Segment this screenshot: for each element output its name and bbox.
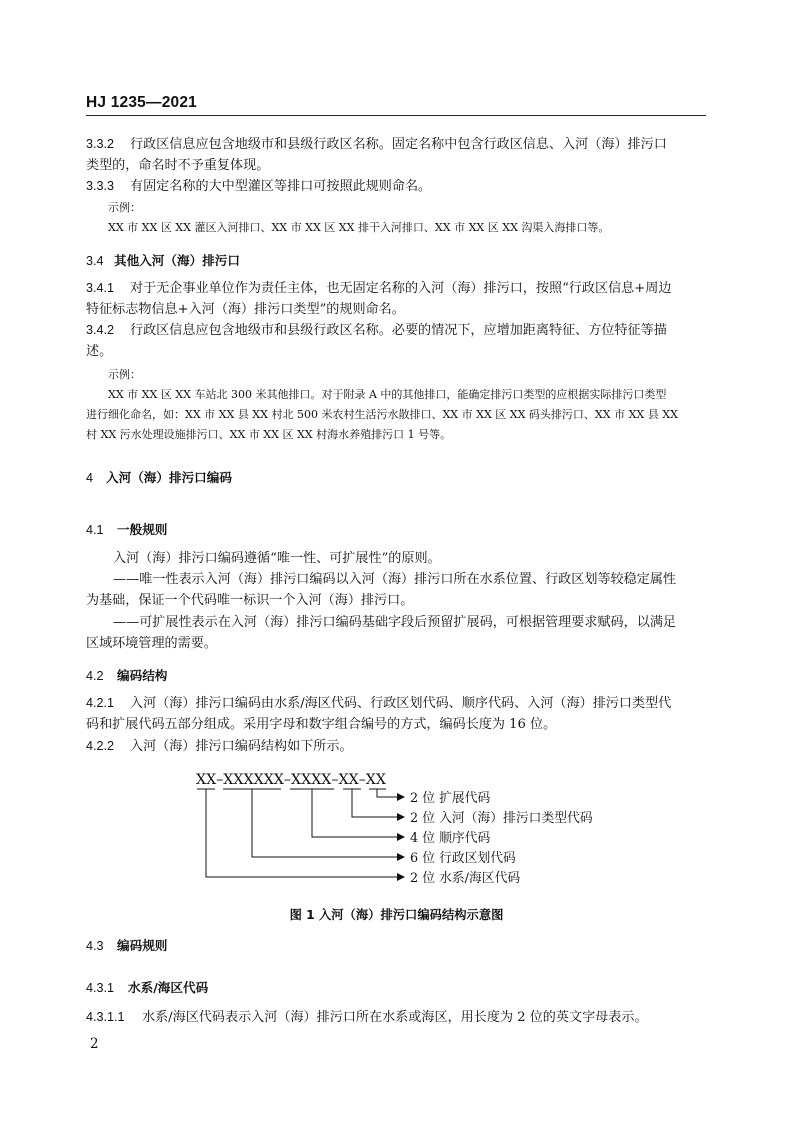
label-water-system-code: 2 位 水系/海区代码 [410, 871, 521, 886]
connector-division [252, 789, 404, 857]
section-title: 编码规则 [117, 938, 168, 953]
clause-number: 4.3.1.1 [86, 1010, 125, 1024]
clause-3-4-1-cont: 特征标志物信息+入河（海）排污口类型”的规则命名。 [86, 302, 405, 317]
connector-extension [377, 789, 404, 797]
label-type-code: 2 位 入河（海）排污口类型代码 [410, 811, 593, 826]
clause-text: 行政区信息应包含地级市和县级行政区名称。固定名称中包含行政区信息、入河（海）排污口 [130, 137, 667, 152]
section-number: 4.3.1 [86, 981, 115, 995]
clause-text: 行政区信息应包含地级市和县级行政区名称。必要的情况下，应增加距离特征、方位特征等描 [130, 323, 667, 338]
paragraph-uniqueness-cont: 为基础，保证一个代码唯一标识一个入河（海）排污口。 [86, 593, 414, 608]
clause-3-4-2-cont: 述。 [86, 344, 113, 359]
clause-text: 水系/海区代码表示入河（海）排污口所在水系或海区，用长度为 2 位的英文字母表示。 [142, 1010, 648, 1025]
clause-number: 4.2.2 [86, 739, 115, 753]
page-number: 2 [90, 1036, 99, 1052]
label-division-code: 6 位 行政区划代码 [410, 851, 516, 866]
clause-number: 3.4.2 [86, 323, 115, 337]
clause-4-2-1-cont: 码和扩展代码五部分组成。采用字母和数字组合编号的方式，编码长度为 16 位。 [86, 717, 557, 732]
clause-text: 入河（海）排污口编码由水系/海区代码、行政区划代码、顺序代码、入河（海）排污口类型代 [130, 696, 672, 711]
section-number: 3.4 [86, 254, 104, 268]
section-4-3-heading [86, 935, 167, 954]
clause-number: 3.3.3 [86, 179, 115, 193]
example-text-line3: 村 XX 污水处理设施排污口、XX 市 XX 区 XX 村海水养殖排污口 1 号等。 [86, 428, 452, 441]
clause-3-3-2-cont: 类型的，命名时不予重复体现。 [86, 158, 270, 173]
example-label: 示例： [108, 201, 141, 214]
paragraph-principle: 入河（海）排污口编码遵循“唯一性、可扩展性”的原则。 [113, 551, 441, 566]
example-text-line1: XX 市 XX 区 XX 车站北 300 米其他排口。对于附录 A 中的其他排口，能确定排污口类型的应根据实际排污口类型 [108, 388, 667, 401]
paragraph-extensibility-cont: 区域环境管理的需要。 [86, 636, 217, 651]
clause-text: 入河（海）排污口编码结构如下所示。 [130, 739, 353, 754]
standard-number: HJ 1235—2021 [86, 94, 197, 111]
clause-number: 3.4.1 [86, 281, 115, 295]
clause-number: 3.3.2 [86, 137, 115, 151]
paragraph-extensibility: ——可扩展性表示在入河（海）排污口编码基础字段后预留扩展码，可根据管理要求赋码，以满足 [113, 615, 677, 630]
label-extension-code: 2 位 扩展代码 [410, 791, 491, 806]
section-title: 一般规则 [117, 522, 168, 537]
section-4-3-1-heading [86, 977, 208, 996]
label-sequence-code: 4 位 顺序代码 [410, 831, 491, 846]
clause-4-3-1-1 [86, 1007, 648, 1028]
section-number: 4.2 [86, 669, 104, 683]
clause-text: 有固定名称的大中型灌区等排口可按照此规则命名。 [130, 179, 432, 194]
section-number: 4.3 [86, 939, 104, 953]
clause-text: 对于无企事业单位作为责任主体，也无固定名称的入河（海）排污口，按照“行政区信息+周边 [130, 281, 672, 296]
clause-number: 4.2.1 [86, 696, 115, 710]
section-number: 4 [86, 471, 94, 485]
code-pattern: XX–XXXXXX–XXXX–XX–XX [196, 772, 387, 788]
connector-type [352, 789, 404, 817]
section-title: 编码结构 [117, 668, 168, 683]
section-title: 水系/海区代码 [128, 980, 209, 995]
example-text-line2: 进行细化命名，如：XX 市 XX 县 XX 村北 500 米农村生活污水散排口、XX 市 XX 区 XX 码头排污口、XX 市 XX 县 XX [86, 408, 678, 421]
figure-caption: 图 1 入河（海）排污口编码结构示意图 [289, 908, 504, 922]
section-title: 入河（海）排污口编码 [106, 470, 232, 485]
paragraph-uniqueness: ——唯一性表示入河（海）排污口编码以入河（海）排污口所在水系位置、行政区划等较稳定属性 [113, 572, 677, 587]
connector-water-system [206, 789, 404, 877]
connector-sequence [312, 789, 404, 837]
example-text: XX 市 XX 区 XX 灌区入河排口、XX 市 XX 区 XX 排干入河排口、XX 市 XX 区 XX 沟渠入海排口等。 [108, 221, 610, 234]
section-number: 4.1 [86, 523, 104, 537]
section-title: 其他入河（海）排污口 [114, 253, 240, 268]
example-label: 示例： [108, 368, 141, 381]
